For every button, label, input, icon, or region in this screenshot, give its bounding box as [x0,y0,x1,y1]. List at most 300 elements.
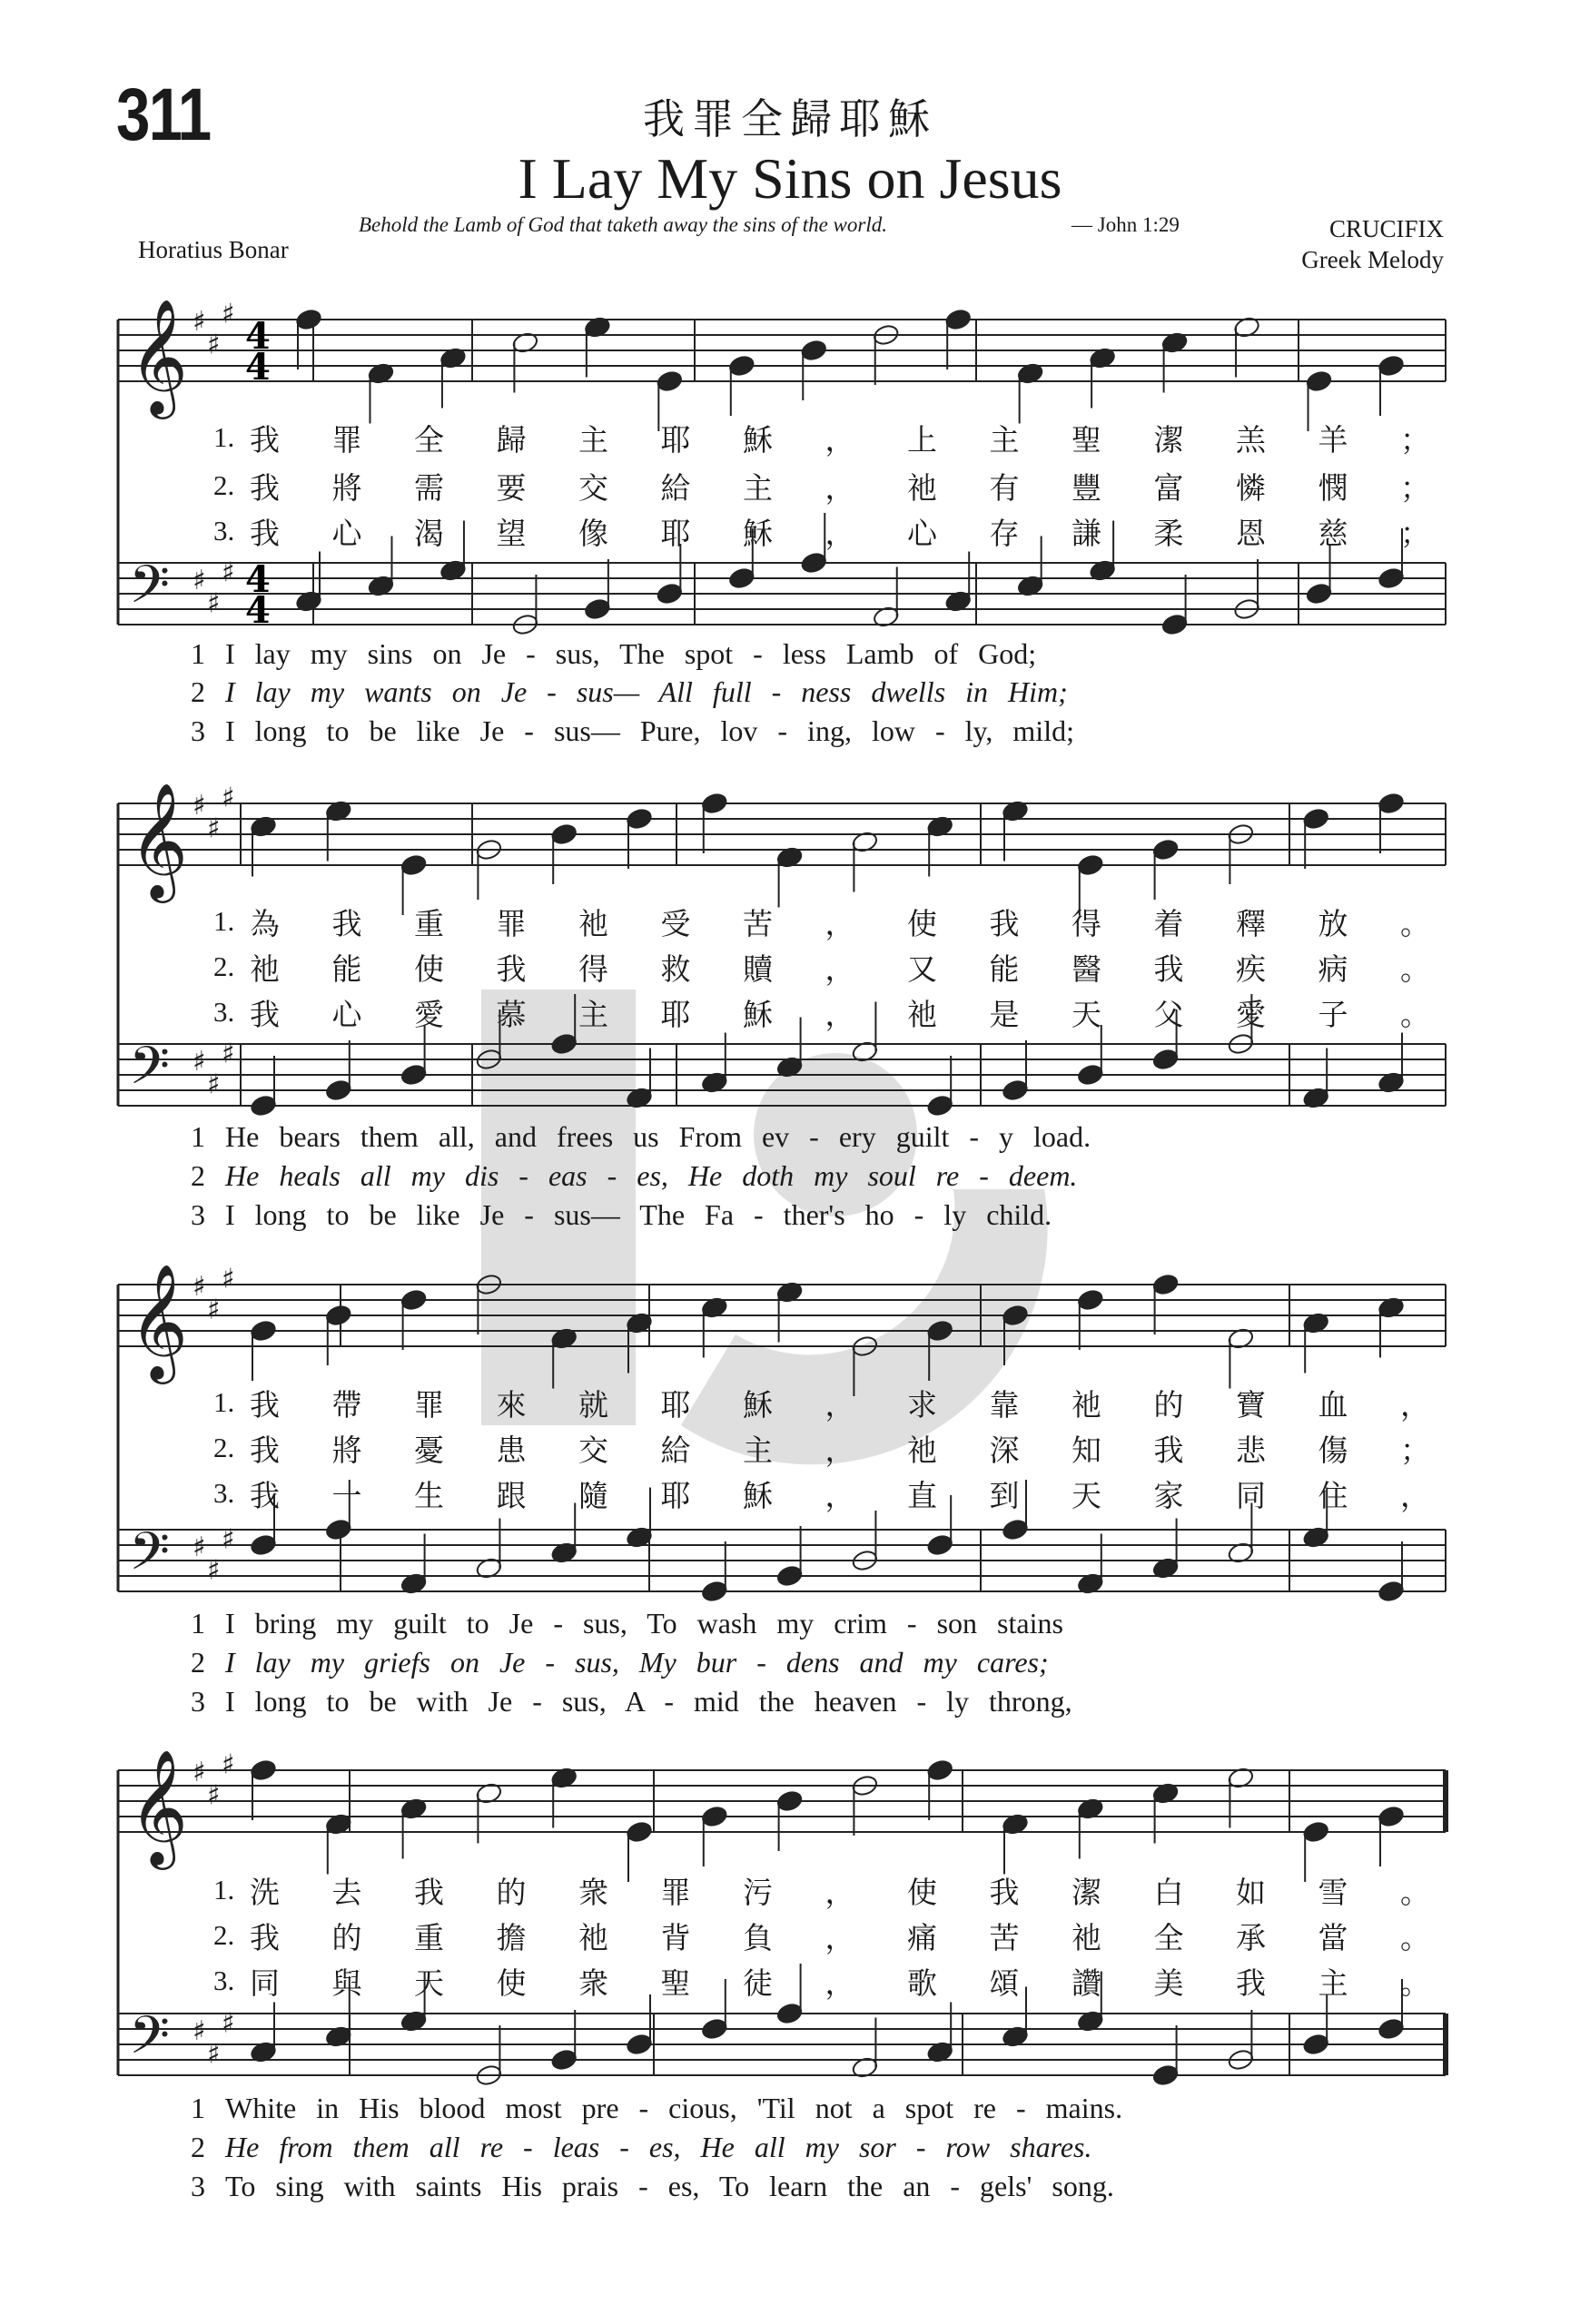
sharp-icon: ♯ [207,812,221,845]
treble-clef-icon: 𝄞 [129,1748,189,1865]
cjk-char: 主 [743,469,773,506]
english-lyric-text: To sing with saints His prais - es, To learn the an - gels' song. [225,2169,1114,2202]
cjk-char: 跟 [496,1477,527,1513]
cjk-char: 患 [496,1432,527,1468]
note-head [584,597,612,621]
note-head [1151,1273,1180,1296]
cjk-char: 到 [989,1477,1020,1513]
sharp-icon: ♯ [193,1046,206,1078]
cjk-char: 病 [1318,950,1348,987]
cjk-lyric-text [250,1427,1430,1470]
cjk-char: 穌 [743,1386,773,1423]
note-head [775,2002,804,2025]
cjk-char: 有 [989,469,1020,506]
cjk-char: 我 [989,905,1020,941]
cjk-char: 同 [250,1965,280,2001]
cjk-char: 我 [250,996,280,1032]
cjk-char: 潔 [1071,1874,1101,1910]
cjk-char: 祂 [578,905,608,941]
cjk-char: 求 [907,1386,937,1423]
cjk-char: 使 [496,1965,527,2001]
note-head [550,2048,578,2072]
english-lyric-line: 3 I long to be like Je - sus— The Fa - ther's ho - ly child. [191,1196,1371,1233]
note-head [701,1805,729,1828]
cjk-char: 天 [1071,996,1101,1032]
note-head [1378,792,1406,815]
english-lyric-line: 3 I long to be with Je - sus, A - mid the heaven - ly throng, [191,1683,1371,1719]
note-head [926,1758,954,1782]
note-head [1378,1580,1406,1603]
english-lyric-text: I long to be like Je - sus— The Fa - ther's ho - ly child. [225,1197,1052,1231]
cjk-char: 靠 [989,1386,1020,1423]
cjk-char: 帶 [331,1386,362,1423]
cjk-lyric-line: 3. 我 心 渴 望 像 耶 穌 ， 心 存 謙 柔 恩 慈 ； [213,513,1430,549]
cjk-char: ， [825,421,855,458]
cjk-char: 交 [578,469,608,506]
note-head [728,354,756,378]
english-lyric-line: 2 I lay my griefs on Je - sus, My bur - dens and my cares; [191,1644,1371,1680]
cjk-char: 主 [1318,1965,1348,2001]
cjk-char: 來 [496,1386,527,1423]
english-lyric-text: He from them all re - leas - es, He all my sor - row shares. [225,2130,1092,2163]
cjk-lyric-text [250,1960,1430,2003]
hymn-title: I Lay My Sins on Jesus [518,146,1062,211]
cjk-char: 我 [414,1874,444,1910]
cjk-lyric-text [250,991,1430,1034]
note-head [775,1564,804,1588]
hymn-number: 311 [116,74,211,156]
author-credit: Horatius Bonar [138,236,289,263]
cjk-char: 的 [496,1874,527,1910]
cjk-char: 渴 [414,515,444,551]
cjk-lyric-line: 1. 為 我 重 罪 祂 受 苦 ， 使 我 得 着 釋 放 。 [213,903,1430,940]
sharp-icon: ♯ [222,1263,235,1295]
cjk-char: 主 [743,1432,773,1468]
note-head [926,1094,954,1118]
sharp-icon: ♯ [193,1271,206,1303]
cjk-char: 徒 [743,1965,773,2001]
cjk-char: 。 [1400,1919,1430,1955]
english-lyric-line: 1 White in His blood most pre - cious, 'Til not a spot re - mains. [191,2090,1371,2126]
english-lyric-text: I lay my sins on Je - sus, The spot - less Lamb of God; [225,636,1037,670]
cjk-char: 我 [1153,1432,1184,1468]
cjk-char: 。 [1400,996,1430,1032]
note-head [325,1518,353,1541]
note-head [626,807,654,831]
cjk-char: 憂 [414,1432,444,1468]
cjk-char: 疾 [1236,950,1266,987]
cjk-char: 得 [1071,905,1101,941]
english-lyric-text: I lay my griefs on Je - sus, My bur - dens and my cares; [225,1645,1049,1679]
cjk-lyric-line: 3. 我 一 生 跟 隨 耶 穌 ， 直 到 天 家 同 住 ， [213,1475,1430,1512]
sharp-icon: ♯ [222,2007,235,2040]
english-lyric-line: 1 I bring my guilt to Je - sus, To wash my crim - son stains [191,1605,1371,1641]
cjk-lyric-text [250,417,1430,459]
scripture-reference: — John 1:29 [1071,213,1180,236]
cjk-char: 釋 [1236,905,1266,941]
cjk-char: 是 [989,996,1020,1032]
sharp-icon: ♯ [207,1294,221,1326]
note-head [656,369,684,393]
cjk-char: 羊 [1318,421,1348,458]
cjk-char: 愛 [414,996,444,1032]
cjk-char: 家 [1153,1477,1184,1513]
note-head [1302,1820,1330,1844]
note-head [1305,369,1333,393]
cjk-char: 穌 [743,1477,773,1513]
bass-clef-icon: 𝄢 [129,2004,171,2079]
english-lyric-text: I bring my guilt to Je - sus, To wash my crim - son stains [225,1606,1063,1640]
time-signature: 4 [245,589,271,632]
note-head [1378,566,1406,590]
cjk-char: 能 [331,950,362,987]
cjk-char: ， [825,469,855,506]
cjk-lyric-line: 2. 我 將 需 要 交 給 主 ， 祂 有 豐 富 憐 憫 ； [213,468,1430,504]
cjk-lyric-text [250,1382,1430,1424]
cjk-char: 又 [907,950,937,987]
cjk-char: 贖 [743,950,773,987]
cjk-char: 聖 [1071,421,1101,458]
cjk-char: 我 [250,1432,280,1468]
cjk-char: 負 [743,1919,773,1955]
cjk-lyric-line: 2. 祂 能 使 我 得 救 贖 ， 又 能 醫 我 疾 病 。 [213,949,1430,985]
cjk-char: 祂 [907,469,937,506]
english-lyric-line: 2 He from them all re - leas - es, He all my sor - row shares. [191,2129,1371,2165]
note-head [701,792,729,815]
cjk-char: 愛 [1236,996,1266,1032]
cjk-char: 使 [907,1874,937,1910]
cjk-char: 天 [414,1965,444,2001]
cjk-char: 祂 [907,1432,937,1468]
cjk-char: 與 [331,1965,362,2001]
cjk-char: 讚 [1071,1965,1101,2001]
cjk-char: ， [825,1965,855,2001]
cjk-char: 為 [250,905,280,941]
sharp-icon: ♯ [207,587,221,620]
cjk-char: 穌 [743,515,773,551]
cjk-char: 給 [660,469,691,506]
cjk-char: ， [825,1477,855,1513]
note-head [701,2017,729,2041]
bass-clef-icon: 𝄢 [129,554,171,628]
cjk-lyric-text [250,901,1430,943]
cjk-char: 我 [250,421,280,458]
note-head [1002,1304,1030,1327]
cjk-char: 承 [1236,1919,1266,1955]
note-head [775,1789,804,1813]
sharp-icon: ♯ [222,1748,235,1781]
chinese-title: 我罪全歸耶穌 [643,94,937,143]
note-head [1002,1078,1030,1102]
cjk-char: 深 [989,1432,1020,1468]
cjk-char: 污 [743,1874,773,1910]
cjk-lyric-line: 1. 洗 去 我 的 衆 罪 污 ， 使 我 潔 白 如 雪 。 [213,1872,1430,1908]
cjk-char: ， [825,515,855,551]
cjk-char: ， [825,1386,855,1423]
bass-clef-icon: 𝄢 [129,1521,171,1595]
cjk-char: 能 [989,950,1020,987]
note-head [1077,853,1105,877]
cjk-char: 將 [331,1432,362,1468]
sharp-icon: ♯ [207,1068,221,1101]
cjk-char: 柔 [1153,515,1184,551]
scripture-quote: Behold the Lamb of God that taketh away the sins of the world. [359,213,887,236]
english-lyric-line: 2 He heals all my dis - eas - es, He doth my soul re - deem. [191,1157,1371,1194]
cjk-char: 憐 [1236,469,1266,506]
cjk-char: 受 [660,905,691,941]
cjk-char: 子 [1318,996,1348,1032]
cjk-char: 恩 [1236,515,1266,551]
cjk-char: 衆 [578,1965,608,2001]
note-head [1302,807,1330,831]
english-lyric-text: I long to be with Je - sus, A - mid the heaven - ly throng, [225,1684,1072,1718]
cjk-char: 歌 [907,1965,937,2001]
english-lyric-text: I long to be like Je - sus— Pure, lov - ing, low - ly, mild; [225,714,1074,747]
cjk-char: 豐 [1071,469,1101,506]
treble-clef-icon: 𝄞 [129,298,189,414]
cjk-char: 穌 [743,421,773,458]
cjk-char: 主 [578,421,608,458]
cjk-char: 雪 [1318,1874,1348,1910]
cjk-char: 耶 [660,996,691,1032]
cjk-char: 洗 [250,1874,280,1910]
cjk-lyric-line: 2. 我 將 憂 患 交 給 主 ， 祂 深 知 我 悲 傷 ； [213,1430,1430,1466]
cjk-char: 祂 [578,1919,608,1955]
cjk-char: 耶 [660,1477,691,1513]
cjk-char: 重 [414,1919,444,1955]
cjk-char: 如 [1236,1874,1266,1910]
note-head [295,308,323,331]
cjk-char: 寶 [1236,1386,1266,1423]
tune-name: CRUCIFIX [1328,215,1444,242]
cjk-char: 將 [331,469,362,506]
cjk-char: 耶 [660,515,691,551]
cjk-char: 重 [414,905,444,941]
cjk-lyric-text [250,1869,1430,1912]
cjk-char: 心 [331,996,362,1032]
tune-source: Greek Melody [1301,246,1444,273]
note-head [800,339,828,362]
cjk-char: 天 [1071,1477,1101,1513]
english-lyric-line: 1 He bears them all, and frees us From ev - ery guilt - y load. [191,1118,1371,1155]
cjk-char: 聖 [660,1965,691,2001]
cjk-char: 我 [250,515,280,551]
bass-clef-icon: 𝄢 [129,1035,171,1109]
cjk-char: 的 [331,1919,362,1955]
note-head [250,1319,278,1343]
cjk-char: 要 [496,469,527,506]
cjk-char: 擔 [496,1919,527,1955]
note-head [944,308,973,331]
cjk-char: 交 [578,1432,608,1468]
note-head [250,1533,278,1557]
note-head [701,1580,729,1603]
note-head [1305,582,1333,606]
cjk-char: 一 [331,1477,362,1513]
note-head [1378,1805,1406,1828]
cjk-char: 祂 [250,950,280,987]
cjk-char: 生 [414,1477,444,1513]
cjk-char: 罪 [660,1874,691,1910]
cjk-char: 父 [1153,996,1184,1032]
cjk-char: 富 [1153,469,1184,506]
treble-clef-icon: 𝄞 [129,782,189,898]
cjk-lyric-line: 3. 同 與 天 使 衆 聖 徒 ， 歌 頌 讚 美 我 主 。 [213,1963,1430,1999]
cjk-lyric-text [250,465,1430,507]
sharp-icon: ♯ [207,1554,221,1587]
cjk-char: 慈 [1318,515,1348,551]
cjk-char: 我 [250,469,280,506]
cjk-char: 去 [331,1874,362,1910]
english-lyric-line: 3 To sing with saints His prais - es, To learn the an - gels' song. [191,2168,1371,2204]
english-lyric-text: He heals all my dis - eas - es, He doth my soul re - deem. [225,1158,1078,1192]
note-head [656,582,684,606]
cjk-char: ， [825,950,855,987]
cjk-lyric-line: 1. 我 帶 罪 來 就 耶 穌 ， 求 靠 祂 的 寶 血 ， [213,1384,1430,1421]
cjk-char: 悲 [1236,1432,1266,1468]
cjk-char: ， [1400,1386,1430,1423]
cjk-char: 同 [1236,1477,1266,1513]
sharp-icon: ♯ [193,2015,206,2047]
cjk-char: 苦 [743,905,773,941]
sharp-icon: ♯ [222,1038,235,1070]
note-head [550,822,578,846]
cjk-char: 醫 [1071,950,1101,987]
cjk-char: 上 [907,421,937,458]
sharp-icon: ♯ [193,1757,206,1788]
note-head [400,853,428,877]
cjk-char: 耶 [660,421,691,458]
note-head [926,1533,954,1557]
note-head [800,551,828,575]
cjk-char: 的 [1153,1386,1184,1423]
time-signature: 4 [245,315,271,358]
sharp-icon: ♯ [222,782,235,814]
cjk-char: 我 [250,1386,280,1423]
cjk-char: 我 [989,1874,1020,1910]
cjk-lyric-text [250,946,1430,989]
sharp-icon: ♯ [207,329,221,361]
cjk-char: 苦 [989,1919,1020,1955]
cjk-char: 使 [414,950,444,987]
cjk-char: 心 [907,515,937,551]
cjk-char: 我 [496,950,527,987]
note-head [1151,1048,1180,1071]
cjk-char: ， [825,996,855,1032]
cjk-char: 頌 [989,1965,1020,2001]
note-head [550,1032,578,1056]
cjk-char: 像 [578,515,608,551]
cjk-char: ， [825,1919,855,1955]
cjk-char: 着 [1153,905,1184,941]
cjk-char: 給 [660,1432,691,1468]
sharp-icon: ♯ [207,1779,221,1812]
cjk-char: 穌 [743,996,773,1032]
cjk-char: 美 [1153,1965,1184,2001]
cjk-char: 放 [1318,905,1348,941]
time-signature: 4 [245,346,271,389]
sharp-icon: ♯ [193,790,206,822]
cjk-lyric-line: 2. 我 的 重 擔 祂 背 負 ， 痛 苦 祂 全 承 當 。 [213,1917,1430,1954]
cjk-char: 使 [907,905,937,941]
treble-clef-icon: 𝄞 [129,1263,189,1379]
sharp-icon: ♯ [193,565,206,596]
sharp-icon: ♯ [222,298,235,330]
time-signature: 4 [245,558,271,601]
cjk-char: 存 [989,515,1020,551]
cjk-char: 主 [578,996,608,1032]
cjk-char: 罪 [496,905,527,941]
cjk-char: 救 [660,950,691,987]
sharp-icon: ♯ [207,2038,221,2071]
cjk-char: 潔 [1153,421,1184,458]
cjk-char: 。 [1400,1874,1430,1910]
cjk-char: ； [1400,1432,1430,1468]
cjk-char: 傷 [1318,1432,1348,1468]
note-head [1151,838,1180,862]
note-head [926,1319,954,1343]
note-head [325,1304,353,1327]
cjk-char: 住 [1318,1477,1348,1513]
cjk-char: 背 [660,1919,691,1955]
cjk-char: 憫 [1318,469,1348,506]
english-lyric-line: 3 I long to be like Je - sus— Pure, lov - ing, low - ly, mild; [191,713,1371,749]
cjk-char: 白 [1153,1874,1184,1910]
note-head [1378,2017,1406,2041]
cjk-char: 我 [331,905,362,941]
note-head [1077,1288,1105,1312]
english-lyric-text: White in His blood most pre - cious, 'Til not a spot re - mains. [225,2091,1123,2124]
note-head [250,1758,278,1782]
cjk-char: 我 [1236,1965,1266,2001]
note-head [728,566,756,590]
cjk-char: 謙 [1071,515,1101,551]
cjk-char: 祂 [1071,1386,1101,1423]
cjk-lyric-text [250,1915,1430,1957]
cjk-char: ， [1400,1477,1430,1513]
note-head [1302,2033,1330,2056]
cjk-char: 祂 [907,996,937,1032]
cjk-char: 罪 [414,1386,444,1423]
note-head [1160,613,1189,636]
cjk-char: 。 [1400,950,1430,987]
cjk-char: 就 [578,1386,608,1423]
sharp-icon: ♯ [222,556,235,589]
cjk-char: 需 [414,469,444,506]
cjk-char: 望 [496,515,527,551]
cjk-char: 衆 [578,1874,608,1910]
sharp-icon: ♯ [193,1531,206,1563]
note-head [1002,1518,1030,1541]
note-head [1077,1063,1105,1087]
cjk-char: 罪 [331,421,362,458]
note-head [325,1078,353,1102]
note-head [626,1820,654,1844]
sharp-icon: ♯ [193,306,206,338]
cjk-char: 。 [1400,905,1430,941]
cjk-char: 羔 [1236,421,1266,458]
english-lyric-line: 2 I lay my wants on Je - sus— All full - ness dwells in Him; [191,674,1371,710]
note-head [400,1288,428,1312]
cjk-char: 我 [250,1919,280,1955]
cjk-char: 我 [1153,950,1184,987]
cjk-char: 知 [1071,1432,1101,1468]
cjk-char: 耶 [660,1386,691,1423]
cjk-char: ， [825,905,855,941]
note-head [400,1063,428,1087]
cjk-char: 血 [1318,1386,1348,1423]
cjk-lyric-line: 3. 我 心 愛 慕 主 耶 穌 ， 祂 是 天 父 愛 子 。 [213,994,1430,1030]
